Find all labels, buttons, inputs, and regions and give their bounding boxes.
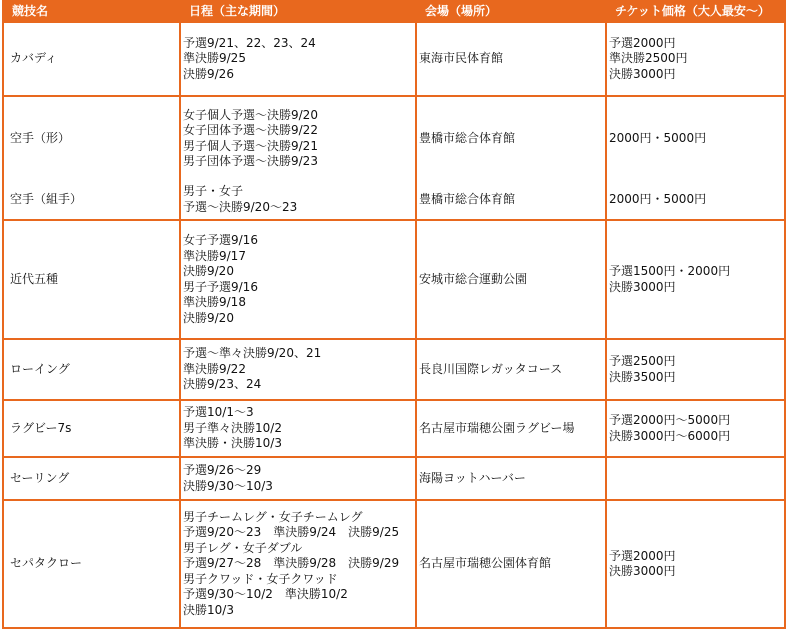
price-cell: [606, 339, 785, 400]
schedule-cell: [180, 220, 416, 339]
venue-name: 海陽ヨットハーバー: [416, 457, 606, 500]
schedule-cell: [180, 457, 416, 500]
price-line: 決勝3000円～6000円: [609, 428, 731, 443]
venue-name: 長良川国際レガッタコース: [416, 339, 606, 400]
price-line: 決勝3000円: [609, 66, 676, 81]
schedule-line: 予選9/30～10/2 準決勝10/2: [183, 587, 348, 602]
event-name: カバディ: [3, 22, 180, 96]
price-line: 決勝3000円: [609, 279, 676, 294]
price-line: 予選2000円～5000円: [609, 413, 731, 427]
schedule-line: 男子予選9/16: [183, 279, 258, 294]
event-name: 近代五種: [3, 220, 180, 339]
table-row: [3, 457, 785, 500]
event-name: 空手（形）: [3, 96, 180, 180]
schedule-line: 女子団体予選～決勝9/22: [183, 123, 318, 137]
schedule-cell: [180, 180, 416, 220]
price-line: 予選1500円・2000円: [609, 264, 731, 278]
event-name: ローイング: [3, 339, 180, 400]
schedule-line: 予選9/20～23 準決勝9/24 決勝9/25: [183, 525, 400, 540]
price-line: 準決勝2500円: [609, 51, 688, 66]
schedule-cell: [180, 400, 416, 457]
schedule-line: 男子個人予選～決勝9/21: [183, 138, 318, 153]
header-schedule: 日程（主な期間）: [180, 1, 416, 22]
schedule-line: 決勝9/20: [183, 264, 234, 278]
schedule-cell: [180, 96, 416, 180]
venue-name: 豊橋市総合体育館: [416, 96, 606, 180]
schedule-line: 準決勝9/22: [183, 361, 246, 376]
price-cell: [606, 22, 785, 96]
venue-name: 名古屋市瑞穂公園ラグビー場: [416, 400, 606, 457]
schedule-line: 男子・女子: [183, 184, 244, 198]
price-cell: [606, 457, 785, 500]
event-name: セーリング: [3, 457, 180, 500]
schedule-line: 予選～準々決勝9/20、21: [183, 346, 322, 361]
price-cell: [606, 400, 785, 457]
schedule-line: 男子団体予選～決勝9/23: [183, 154, 318, 168]
price-cell: [606, 220, 785, 339]
price-cell: [606, 180, 785, 220]
schedule-line: 決勝9/23、24: [183, 377, 262, 392]
schedule-line: 予選9/26～29: [183, 463, 262, 477]
header-price: チケット価格（大人最安～）: [606, 1, 785, 22]
schedule-line: 予選9/27～28 準決勝9/28 決勝9/29: [183, 556, 400, 571]
header-event: 競技名: [3, 1, 180, 22]
schedule-line: 女子個人予選～決勝9/20: [183, 107, 318, 122]
schedule-cell: [180, 500, 416, 628]
price-line: 決勝3000円: [609, 564, 676, 578]
schedule-line: 決勝9/30～10/3: [183, 478, 273, 493]
schedule-line: 準決勝9/17: [183, 248, 246, 263]
venue-name: 豊橋市総合体育館: [416, 180, 606, 220]
event-name: 空手（組手）: [3, 180, 180, 220]
header-venue: 会場（場所）: [416, 1, 606, 22]
price-cell: [606, 96, 785, 180]
table-row: [3, 500, 785, 628]
venue-name: 東海市民体育館: [416, 22, 606, 96]
schedule-line: 男子レグ・女子ダブル: [183, 540, 303, 555]
table-row: [3, 400, 785, 457]
schedule-line: 決勝10/3: [183, 602, 234, 617]
price-line: 予選2000円: [609, 548, 676, 563]
schedule-line: 準決勝・決勝10/3: [183, 436, 282, 451]
schedule-line: 予選～決勝9/20～23: [183, 199, 298, 214]
table-row: [3, 22, 785, 96]
event-name: ラグビー7s: [3, 400, 180, 457]
venue-name: 安城市総合運動公園: [416, 220, 606, 339]
header-row: [3, 1, 785, 22]
price-line: 2000円・5000円: [609, 191, 707, 206]
schedule-line: 準決勝9/25: [183, 51, 246, 66]
schedule-cell: [180, 22, 416, 96]
schedule-line: 女子予選9/16: [183, 233, 258, 247]
price-cell: [606, 500, 785, 628]
schedule-line: 準決勝9/18: [183, 295, 246, 309]
event-name: セパタクロー: [3, 500, 180, 628]
schedule-line: 予選9/21、22、23、24: [183, 35, 316, 50]
price-line: 2000円・5000円: [609, 130, 707, 145]
schedule-line: 決勝9/20: [183, 310, 234, 325]
schedule-cell: [180, 339, 416, 400]
schedule-table: [2, 0, 786, 629]
venue-name: 名古屋市瑞穂公園体育館: [416, 500, 606, 628]
price-line: 決勝3500円: [609, 369, 676, 384]
table-row: [3, 339, 785, 400]
schedule-line: 決勝9/26: [183, 66, 234, 81]
table-row: [3, 180, 785, 220]
table-row: [3, 220, 785, 339]
table-row: [3, 96, 785, 180]
schedule-line: 男子クワッド・女子クワッド: [183, 571, 338, 586]
schedule-line: 男子チームレグ・女子チームレグ: [183, 509, 363, 524]
schedule-line: 男子準々決勝10/2: [183, 420, 282, 435]
price-line: 予選2000円: [609, 35, 676, 50]
schedule-line: 予選10/1～3: [183, 405, 254, 420]
price-line: 予選2500円: [609, 354, 676, 368]
